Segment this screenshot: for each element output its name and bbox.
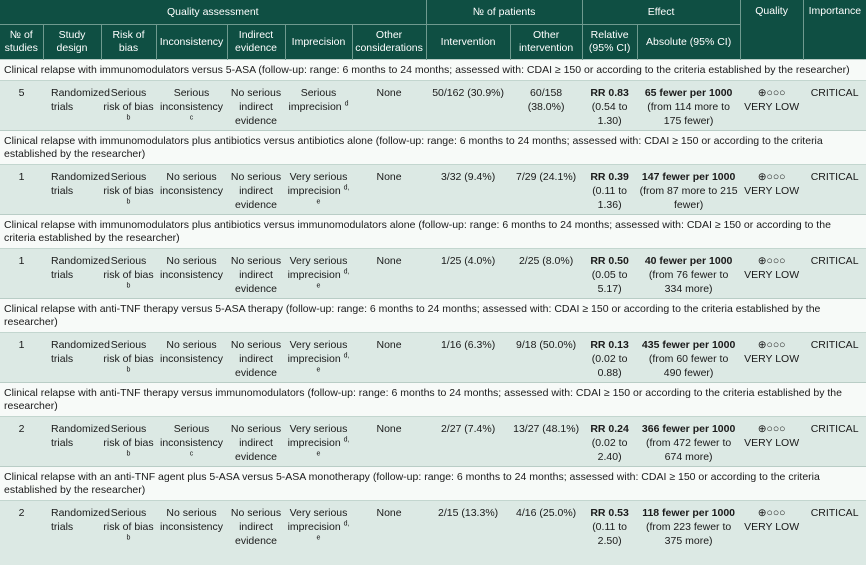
cell-importance: CRITICAL [803, 249, 866, 299]
imprecision-text: Serious imprecision [288, 87, 342, 113]
cell-design: Randomized trials [43, 333, 101, 383]
cell-relative [582, 333, 637, 383]
cell-importance: CRITICAL [803, 501, 866, 551]
imprecision-text: Very serious imprecision [287, 423, 348, 449]
quality-label: VERY LOW [744, 521, 800, 533]
relative-rr: RR 0.50 [590, 255, 629, 267]
imprecision-footnote: d, e [316, 352, 350, 374]
cell-intervention: 1/16 (6.3%) [426, 333, 510, 383]
cell-inconsistency [156, 417, 227, 467]
relative-ci: (0.02 to 0.88) [591, 353, 628, 379]
imprecision-footnote: d, e [316, 268, 350, 290]
cell-inconsistency [156, 249, 227, 299]
absolute-value: 147 fewer per 1000 [641, 171, 736, 183]
section-row [0, 467, 866, 501]
cell-intervention: 50/162 (30.9%) [426, 81, 510, 131]
relative-rr: RR 0.24 [590, 423, 629, 435]
relative-ci: (0.05 to 5.17) [591, 269, 628, 295]
bias-text: Serious risk of bias [103, 423, 154, 449]
cell-intervention: 1/25 (4.0%) [426, 249, 510, 299]
cell-importance: CRITICAL [803, 165, 866, 215]
cell-relative [582, 81, 637, 131]
inconsistency-text: Serious inconsistency [159, 423, 224, 449]
inconsistency-text: No serious inconsistency [159, 171, 224, 197]
inconsistency-text: No serious inconsistency [159, 255, 224, 281]
cell-indirect: No serious indirect evidence [227, 417, 285, 467]
cell-importance: CRITICAL [803, 333, 866, 383]
relative-rr: RR 0.13 [590, 339, 629, 351]
section-row [0, 299, 866, 333]
quality-label: VERY LOW [744, 101, 800, 113]
table-row [0, 417, 866, 467]
section-title: Clinical relapse with anti-TNF therapy versus 5-ASA therapy (follow-up: range: 6 months to 24 months; assessed with: CDAI ≥ 150 or according to the criteria established by the researcher) [0, 299, 866, 333]
cell-other-intervention: 2/25 (8.0%) [510, 249, 582, 299]
relative-rr: RR 0.39 [590, 171, 629, 183]
cell-other-intervention: 4/16 (25.0%) [510, 501, 582, 551]
header-effect: Effect [582, 0, 740, 25]
cell-imprecision [285, 81, 352, 131]
absolute-ci: (from 472 fewer to 674 more) [646, 437, 732, 463]
cell-inconsistency [156, 81, 227, 131]
absolute-ci: (from 76 fewer to 334 more) [648, 269, 729, 295]
cell-other-intervention: 9/18 (50.0%) [510, 333, 582, 383]
bias-text: Serious risk of bias [103, 339, 154, 365]
cell-relative [582, 501, 637, 551]
relative-rr: RR 0.83 [590, 87, 629, 99]
cell-relative [582, 417, 637, 467]
cell-quality [740, 81, 803, 131]
cell-quality [740, 165, 803, 215]
cell-imprecision [285, 501, 352, 551]
quality-symbol-icon: ⊕○○○ [757, 87, 786, 99]
cell-design: Randomized trials [43, 417, 101, 467]
header-risk-of-bias: Risk of bias [101, 25, 156, 60]
inconsistency-text: No serious inconsistency [159, 339, 224, 365]
header-study-design: Study design [43, 25, 101, 60]
quality-symbol-icon: ⊕○○○ [757, 171, 786, 183]
cell-indirect: No serious indirect evidence [227, 501, 285, 551]
inconsistency-footnote: c [189, 450, 194, 458]
cell-other: None [352, 165, 426, 215]
cell-other: None [352, 249, 426, 299]
cell-inconsistency [156, 501, 227, 551]
cell-studies: 5 [0, 81, 43, 131]
quality-symbol-icon: ⊕○○○ [757, 507, 786, 519]
cell-indirect: No serious indirect evidence [227, 333, 285, 383]
quality-symbol-icon: ⊕○○○ [757, 255, 786, 267]
relative-ci: (0.54 to 1.30) [591, 101, 628, 127]
quality-label: VERY LOW [744, 185, 800, 197]
absolute-value: 435 fewer per 1000 [641, 339, 736, 351]
cell-relative [582, 249, 637, 299]
bias-footnote: b [126, 282, 131, 290]
absolute-value: 366 fewer per 1000 [641, 423, 736, 435]
cell-studies: 2 [0, 417, 43, 467]
cell-other: None [352, 417, 426, 467]
cell-imprecision [285, 165, 352, 215]
cell-design: Randomized trials [43, 249, 101, 299]
quality-label: VERY LOW [744, 437, 800, 449]
cell-design: Randomized trials [43, 501, 101, 551]
cell-studies: 1 [0, 165, 43, 215]
table-row [0, 81, 866, 131]
header-indirect-evidence: Indirect evidence [227, 25, 285, 60]
cell-imprecision [285, 249, 352, 299]
table-row [0, 165, 866, 215]
bias-footnote: b [126, 366, 131, 374]
imprecision-text: Very serious imprecision [287, 339, 348, 365]
inconsistency-footnote: c [189, 114, 194, 122]
table-header [0, 0, 866, 60]
cell-other: None [352, 81, 426, 131]
quality-symbol-icon: ⊕○○○ [757, 423, 786, 435]
section-title: Clinical relapse with immunomodulators plus antibiotics versus immunomodulators alone (follow-up: range: 6 months to 24 months; assessed with: CDAI ≥ 150 or according to the criteria established by the researcher) [0, 215, 866, 249]
cell-studies: 1 [0, 333, 43, 383]
bias-footnote: b [126, 198, 131, 206]
header-absolute: Absolute (95% CI) [637, 25, 740, 60]
cell-intervention: 3/32 (9.4%) [426, 165, 510, 215]
absolute-value: 40 fewer per 1000 [644, 255, 733, 267]
cell-other-intervention: 13/27 (48.1%) [510, 417, 582, 467]
header-intervention: Intervention [426, 25, 510, 60]
header-relative: Relative (95% CI) [582, 25, 637, 60]
cell-absolute [637, 81, 740, 131]
cell-quality [740, 417, 803, 467]
header-num-studies: № of studies [0, 25, 43, 60]
cell-absolute [637, 417, 740, 467]
cell-imprecision [285, 417, 352, 467]
cell-relative [582, 165, 637, 215]
header-quality: Quality [740, 0, 803, 60]
cell-intervention: 2/15 (13.3%) [426, 501, 510, 551]
bias-text: Serious risk of bias [103, 255, 154, 281]
section-title: Clinical relapse with anti-TNF therapy versus immunomodulators (follow-up: range: 6 months to 24 months; assessed with: CDAI ≥ 150 or according to the criteria established by the researcher) [0, 383, 866, 417]
bias-text: Serious risk of bias [103, 507, 154, 533]
cell-other: None [352, 333, 426, 383]
cell-studies: 2 [0, 501, 43, 551]
imprecision-footnote: d, e [316, 520, 350, 542]
table-row [0, 501, 866, 551]
header-inconsistency: Inconsistency [156, 25, 227, 60]
header-other-intervention: Other intervention [510, 25, 582, 60]
cell-intervention: 2/27 (7.4%) [426, 417, 510, 467]
cell-other: None [352, 501, 426, 551]
absolute-ci: (from 87 more to 215 fewer) [639, 185, 738, 211]
cell-absolute [637, 333, 740, 383]
cell-absolute [637, 501, 740, 551]
cell-imprecision [285, 333, 352, 383]
cell-importance: CRITICAL [803, 417, 866, 467]
relative-ci: (0.02 to 2.40) [591, 437, 628, 463]
absolute-ci: (from 114 more to 175 fewer) [647, 101, 730, 127]
quality-label: VERY LOW [744, 353, 800, 365]
table-row [0, 249, 866, 299]
imprecision-footnote: d [344, 100, 349, 108]
cell-importance: CRITICAL [803, 81, 866, 131]
absolute-ci: (from 223 fewer to 375 more) [646, 521, 732, 547]
header-other-considerations: Other considerations [352, 25, 426, 60]
bias-footnote: b [126, 450, 131, 458]
inconsistency-text: No serious inconsistency [159, 507, 224, 533]
header-importance: Importance [803, 0, 866, 60]
absolute-value: 65 fewer per 1000 [644, 87, 733, 99]
cell-absolute [637, 165, 740, 215]
cell-inconsistency [156, 165, 227, 215]
header-imprecision: Imprecision [285, 25, 352, 60]
cell-absolute [637, 249, 740, 299]
cell-studies: 1 [0, 249, 43, 299]
bias-text: Serious risk of bias [103, 171, 154, 197]
section-title: Clinical relapse with immunomodulators plus antibiotics versus antibiotics alone (follow-up: range: 6 months to 24 months; assessed with: CDAI ≥ 150 or according to the criteria established by the researcher) [0, 131, 866, 165]
bias-footnote: b [126, 114, 131, 122]
cell-quality [740, 333, 803, 383]
cell-design: Randomized trials [43, 165, 101, 215]
imprecision-footnote: d, e [316, 184, 350, 206]
bias-footnote: b [126, 534, 131, 542]
header-quality-assessment: Quality assessment [0, 0, 426, 25]
cell-design: Randomized trials [43, 81, 101, 131]
section-row [0, 60, 866, 81]
header-num-patients: № of patients [426, 0, 582, 25]
table-body [0, 60, 866, 551]
cell-indirect: No serious indirect evidence [227, 249, 285, 299]
cell-indirect: No serious indirect evidence [227, 81, 285, 131]
inconsistency-text: Serious inconsistency [159, 87, 224, 113]
table-row [0, 333, 866, 383]
cell-indirect: No serious indirect evidence [227, 165, 285, 215]
cell-other-intervention: 7/29 (24.1%) [510, 165, 582, 215]
quality-label: VERY LOW [744, 269, 800, 281]
cell-quality [740, 249, 803, 299]
cell-quality [740, 501, 803, 551]
section-title: Clinical relapse with immunomodulators versus 5-ASA (follow-up: range: 6 months to 24 months; assessed with: CDAI ≥ 150 or according to the criteria established by the researcher) [0, 60, 866, 81]
absolute-value: 118 fewer per 1000 [642, 507, 736, 519]
relative-ci: (0.11 to 1.36) [592, 185, 628, 211]
imprecision-text: Very serious imprecision [287, 255, 348, 281]
quality-symbol-icon: ⊕○○○ [757, 339, 786, 351]
section-row [0, 131, 866, 165]
cell-inconsistency [156, 333, 227, 383]
cell-other-intervention: 60/158 (38.0%) [510, 81, 582, 131]
imprecision-text: Very serious imprecision [287, 507, 348, 533]
imprecision-text: Very serious imprecision [287, 171, 348, 197]
section-title: Clinical relapse with an anti-TNF agent plus 5-ASA versus 5-ASA monotherapy (follow-up: range: 6 months to 24 months; assessed with: CDAI ≥ 150 or according to the criteria established by the researcher) [0, 467, 866, 501]
section-row [0, 383, 866, 417]
bias-text: Serious risk of bias [103, 87, 154, 113]
relative-ci: (0.11 to 2.50) [592, 521, 628, 547]
section-row [0, 215, 866, 249]
relative-rr: RR 0.53 [590, 507, 629, 519]
imprecision-footnote: d, e [316, 436, 350, 458]
absolute-ci: (from 60 fewer to 490 fewer) [648, 353, 729, 379]
